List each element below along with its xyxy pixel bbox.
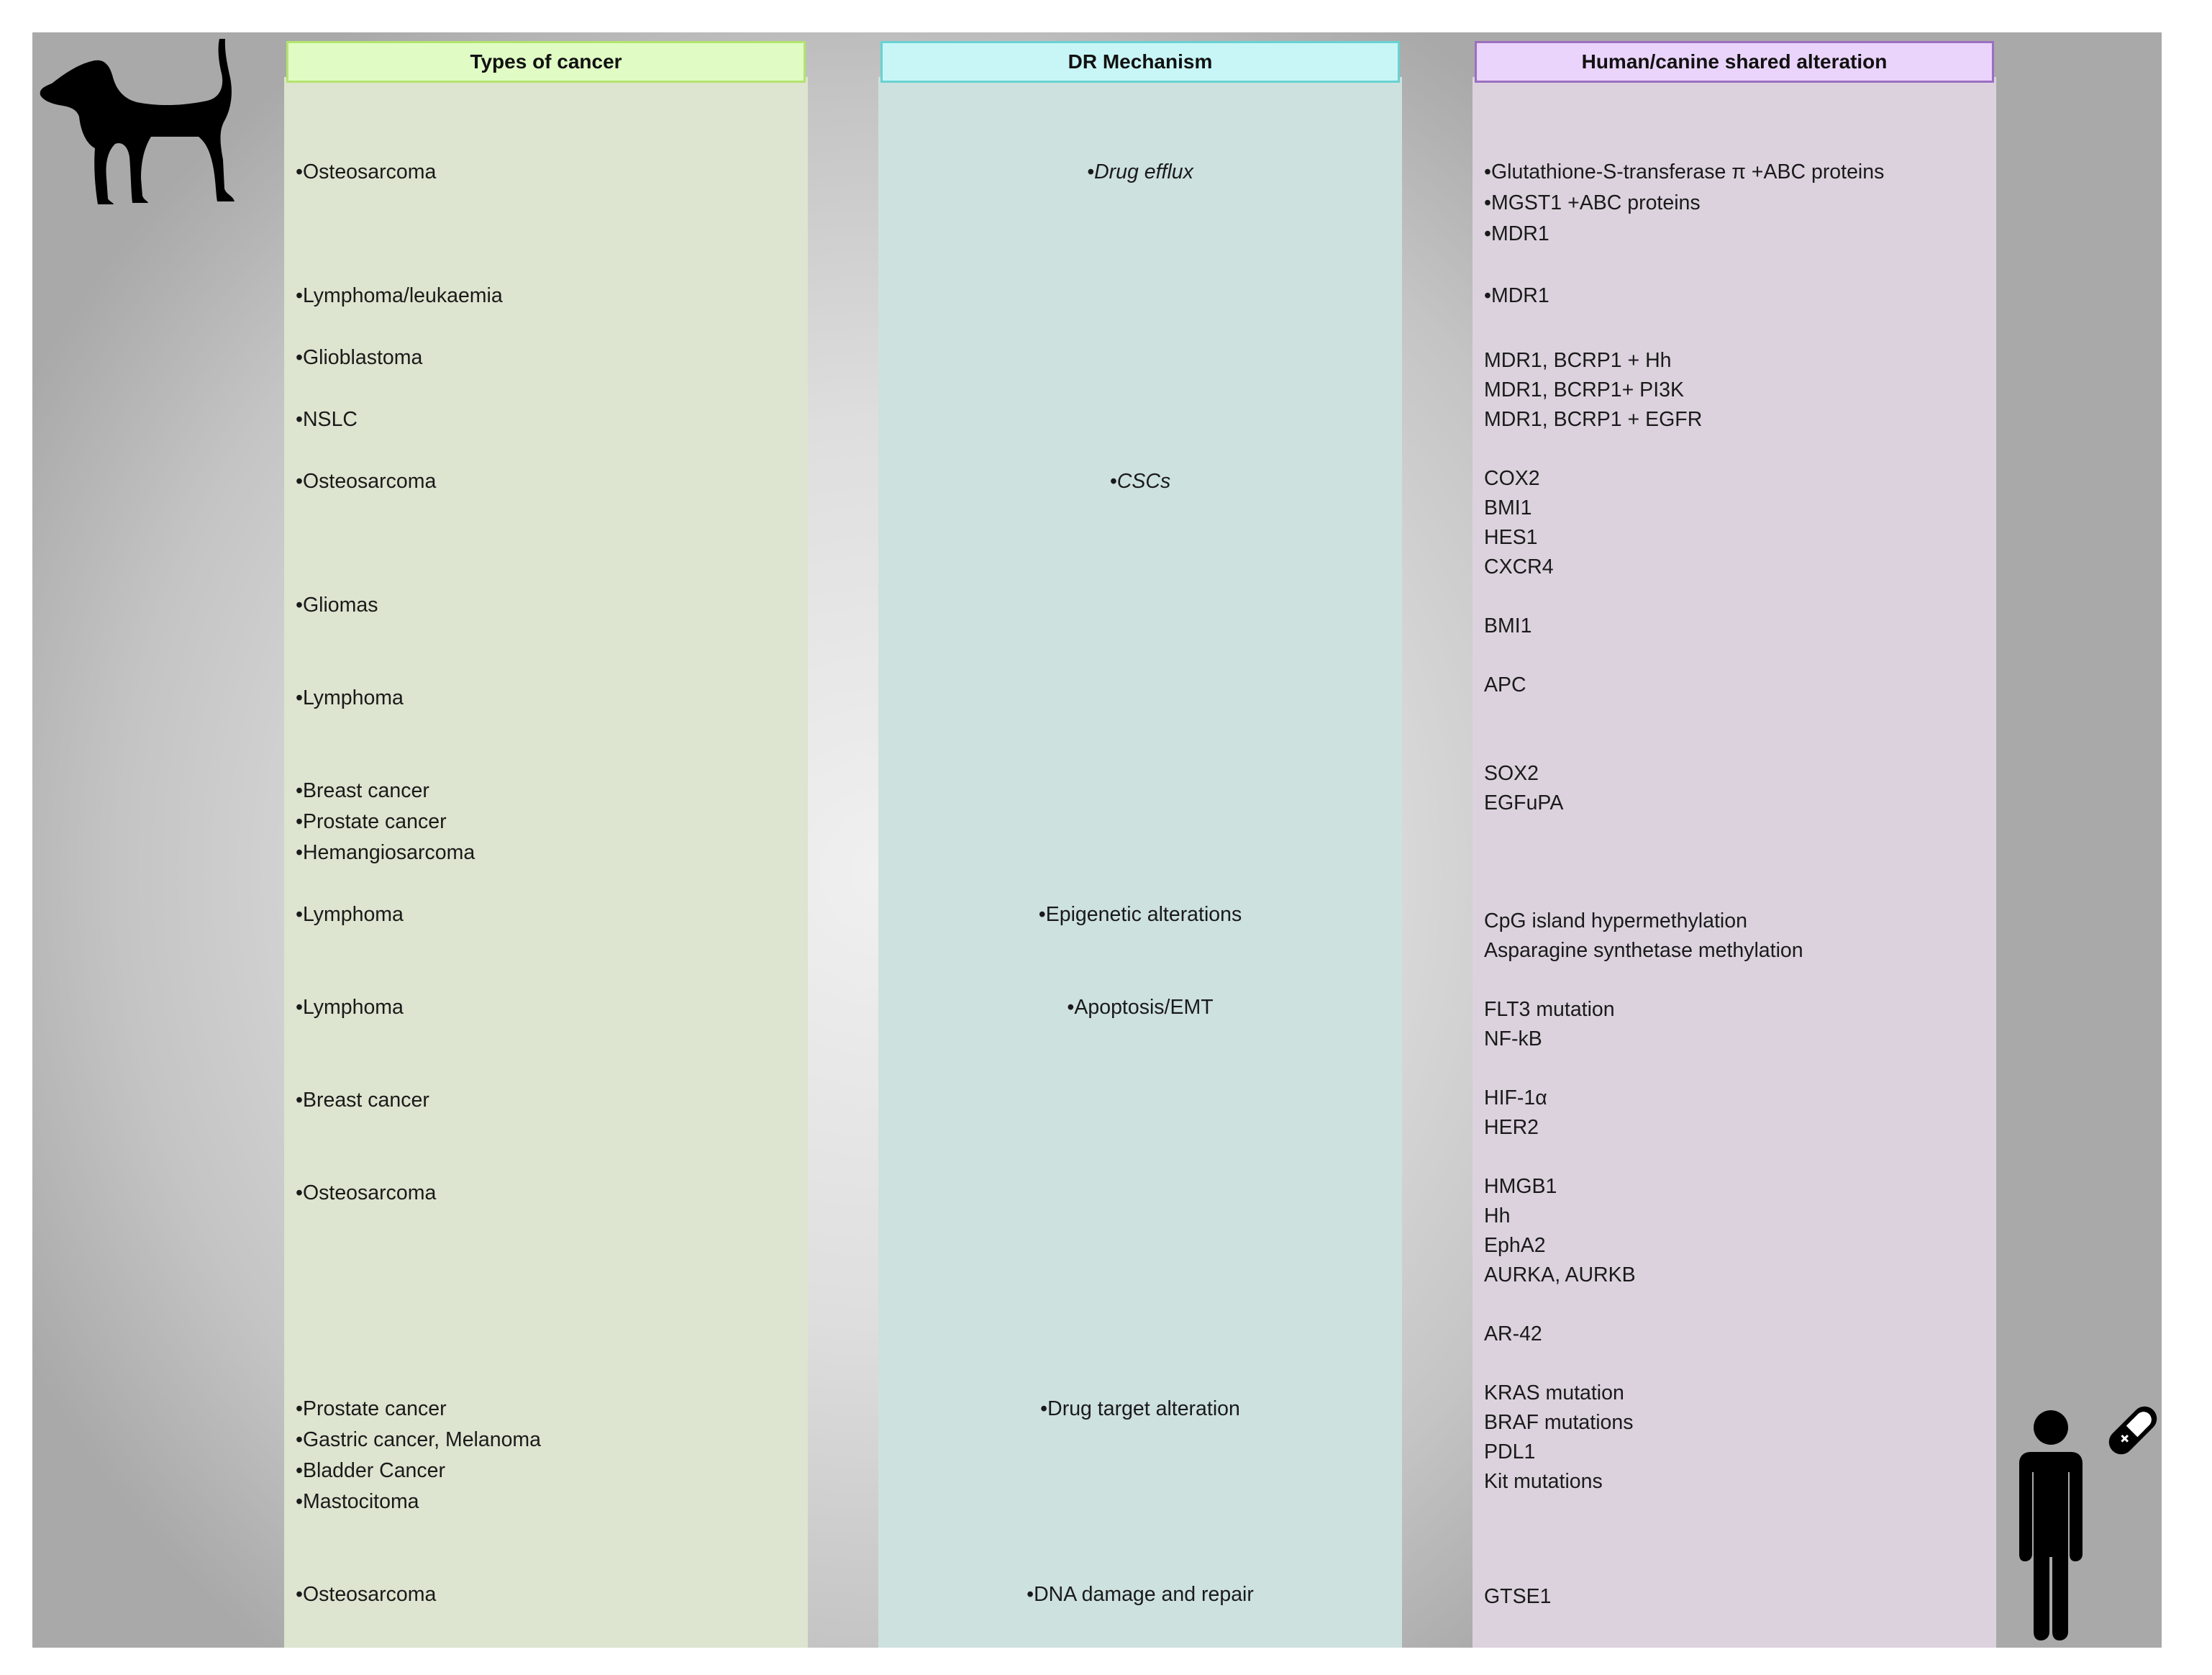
list-item: •Prostate cancer xyxy=(296,1397,447,1420)
list-item: •Breast cancer xyxy=(296,1089,429,1112)
mechanism-item: •Epigenetic alterations xyxy=(1038,903,1242,926)
alteration-item: •MDR1 xyxy=(1484,284,1549,307)
alteration-header: Human/canine shared alteration xyxy=(1475,41,1994,83)
pill-icon xyxy=(2104,1403,2162,1459)
alteration-item: KRAS mutation xyxy=(1484,1381,1624,1404)
list-item: •Hemangiosarcoma xyxy=(296,841,475,864)
list-item: •NSLC xyxy=(296,408,358,431)
alteration-item: HMGB1 xyxy=(1484,1175,1557,1198)
alteration-item: BMI1 xyxy=(1484,496,1532,519)
alteration-item: HES1 xyxy=(1484,526,1538,549)
alteration-item: FLT3 mutation xyxy=(1484,998,1615,1021)
list-item: •Lymphoma/leukaemia xyxy=(296,284,503,307)
alteration-item: Hh xyxy=(1484,1204,1511,1227)
figure-panel xyxy=(32,32,2162,1648)
alteration-item: PDL1 xyxy=(1484,1440,1536,1463)
alteration-item: HIF-1α xyxy=(1484,1086,1547,1109)
alteration-column xyxy=(1473,77,1996,1648)
mechanism-column xyxy=(878,77,1402,1648)
alteration-item: APC xyxy=(1484,673,1526,696)
alteration-item: •Glutathione-S-transferase π +ABC proteins xyxy=(1484,160,1885,183)
list-item: •Osteosarcoma xyxy=(296,1181,437,1204)
alteration-item: Asparagine synthetase methylation xyxy=(1484,939,1803,962)
alteration-item: AURKA, AURKB xyxy=(1484,1263,1636,1286)
alteration-item: HER2 xyxy=(1484,1116,1539,1139)
list-item: •Gastric cancer, Melanoma xyxy=(296,1428,542,1451)
alteration-item: NF-kB xyxy=(1484,1027,1542,1050)
alteration-item: COX2 xyxy=(1484,467,1540,490)
alteration-item: AR-42 xyxy=(1484,1322,1542,1345)
alteration-item: •MDR1 xyxy=(1484,222,1549,245)
alteration-item: Kit mutations xyxy=(1484,1470,1603,1493)
alteration-item: EGFuPA xyxy=(1484,791,1564,814)
dog-silhouette-icon xyxy=(36,36,252,205)
list-item: •Osteosarcoma xyxy=(296,470,437,493)
cancer-header: Types of cancer xyxy=(286,41,806,83)
list-item: •Gliomas xyxy=(296,594,378,617)
list-item: •Lymphoma xyxy=(296,996,404,1019)
alteration-item: CpG island hypermethylation xyxy=(1484,909,1747,932)
mechanism-header: DR Mechanism xyxy=(880,41,1400,83)
alteration-item: CXCR4 xyxy=(1484,555,1554,578)
mechanism-item: •DNA damage and repair xyxy=(1027,1583,1254,1606)
alteration-item: BMI1 xyxy=(1484,614,1532,637)
list-item: •Osteosarcoma xyxy=(296,1583,437,1606)
alteration-item: SOX2 xyxy=(1484,762,1539,785)
list-item: •Glioblastoma xyxy=(296,346,423,369)
alteration-item: MDR1, BCRP1+ PI3K xyxy=(1484,378,1684,401)
cancer-column xyxy=(284,77,808,1648)
list-item: •Breast cancer xyxy=(296,779,429,802)
alteration-item: BRAF mutations xyxy=(1484,1411,1634,1434)
alteration-item: MDR1, BCRP1 + EGFR xyxy=(1484,408,1703,431)
list-item: •Osteosarcoma xyxy=(296,160,437,183)
list-item: •Lymphoma xyxy=(296,686,404,709)
mechanism-item: •Drug target alteration xyxy=(1040,1397,1240,1420)
list-item: •Lymphoma xyxy=(296,903,404,926)
alteration-item: •MGST1 +ABC proteins xyxy=(1484,191,1701,214)
list-item: •Prostate cancer xyxy=(296,810,447,833)
alteration-item: EphA2 xyxy=(1484,1234,1546,1257)
mechanism-item: •Apoptosis/EMT xyxy=(1067,996,1214,1019)
list-item: •Bladder Cancer xyxy=(296,1459,446,1482)
human-figure-icon xyxy=(2018,1403,2162,1648)
mechanism-item: •CSCs xyxy=(1109,470,1171,493)
alteration-item: MDR1, BCRP1 + Hh xyxy=(1484,349,1672,372)
list-item: •Mastocitoma xyxy=(296,1490,419,1513)
alteration-item: GTSE1 xyxy=(1484,1585,1552,1608)
mechanism-item: •Drug efflux xyxy=(1087,160,1193,183)
